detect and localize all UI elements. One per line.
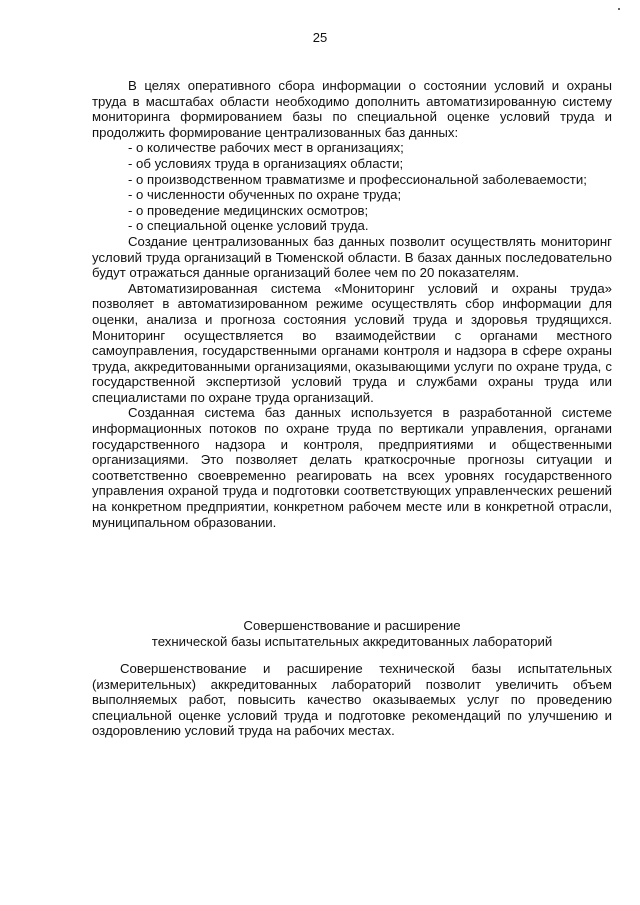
list-item: - об условиях труда в организациях области; <box>128 155 404 171</box>
section-body-text <box>92 661 612 739</box>
paragraph: Автоматизированная система «Мониторинг условий и охраны труда» позволяет в автоматизированном режиме осуществлять сбор информации для оценки, анализа и прогноза состояния условий труда и здоровья трудящихся. Мониторинг осуществляется во взаимодействии с органами местного самоуправления, государственными органами контроля и надзора в сфере охраны труда, аккредитованными организациями, оказывающими услуги по охране труда, с государственной экспертизой условий труда и службами охраны труда или специалистами по охране труда организаций. <box>92 280 612 405</box>
section-heading <box>92 618 612 650</box>
list-item: - о численности обученных по охране труда; <box>128 187 402 203</box>
main-body-text <box>92 78 612 530</box>
scan-speck <box>618 8 620 10</box>
list-item: - о специальной оценке условий труда. <box>128 218 369 234</box>
list-item: - о проведение медицинских осмотров; <box>128 202 369 218</box>
paragraph: Совершенствование и расширение технической базы испытательных (измерительных) аккредитованных лабораторий позволит увеличить объем выполняемых работ, повысить качество оказываемых услуг по проведению специальной оценке условий труда и подготовке рекомендаций по улучшению и оздоровлению условий труда на рабочих местах. <box>92 661 612 739</box>
list-item: - о количестве рабочих мест в организациях; <box>128 140 404 156</box>
list-item: - о производственном травматизме и профессиональной заболеваемости; <box>128 171 587 187</box>
page-number: 25 <box>312 30 328 45</box>
heading-line: Совершенствование и расширение <box>243 618 461 633</box>
heading-line: технической базы испытательных аккредитованных лабораторий <box>151 634 553 649</box>
paragraph: Созданная система баз данных используется в разработанной системе информационных потоков по охране труда по вертикали управления, органами государственного надзора и контроля, предприятиями и общественными организациями. Это позволяет делать краткосрочные прогнозы ситуации и соответственно своевременно реагировать на всех уровнях государственного управления охраной труда и подготовки соответствующих управленческих решений на конкретном предприятии, конкретном рабочем месте или в конкретной отрасли, муниципальном образовании. <box>92 405 612 530</box>
paragraph: Создание централизованных баз данных позволит осуществлять мониторинг условий труда организаций в Тюменской области. В базах данных последовательно будут отражаться данные организаций более чем по 20 показателям. <box>92 233 612 281</box>
paragraph: В целях оперативного сбора информации о состоянии условий и охраны труда в масштабах области необходимо дополнить автоматизированную систему мониторинга формированием базы по специальной оценке условий труда и продолжить формирование централизованных баз данных: <box>92 78 612 140</box>
